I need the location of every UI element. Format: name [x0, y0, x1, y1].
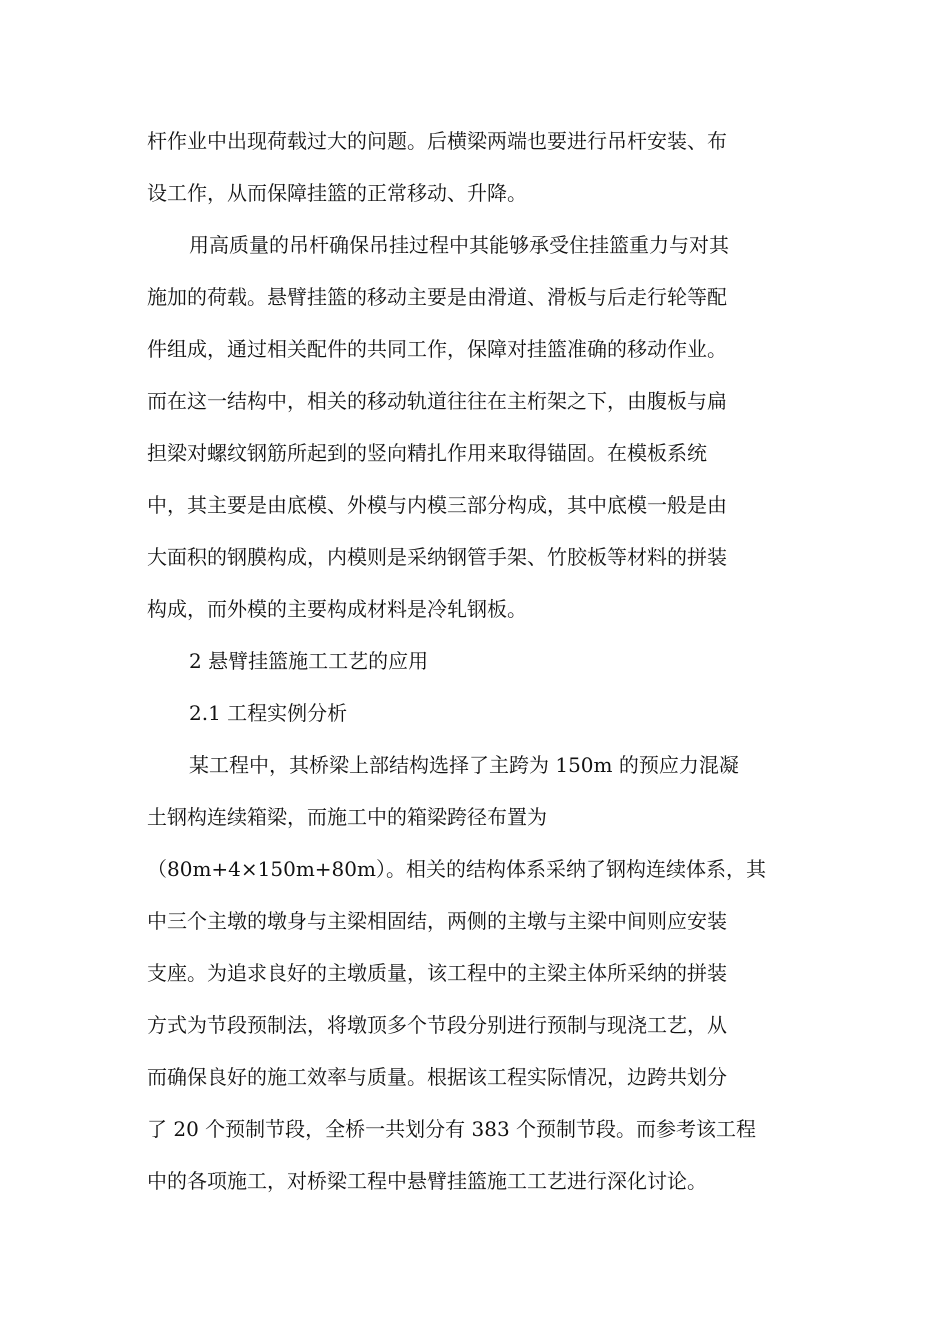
text-line: 大面积的钢膜构成，内模则是采纳钢管手架、竹胶板等材料的拼装 — [147, 545, 727, 569]
paragraph-start-line: 某工程中，其桥梁上部结构选择了主跨为 150m 的预应力混凝 — [189, 753, 739, 777]
text-line: 而在这一结构中，相关的移动轨道往往在主桁架之下，由腹板与扁 — [147, 389, 727, 413]
text-line: 施加的荷载。悬臂挂篮的移动主要是由滑道、滑板与后走行轮等配 — [147, 285, 727, 309]
section-heading: 2 悬臂挂篮施工工艺的应用 — [189, 649, 429, 673]
text-line: 设工作，从而保障挂篮的正常移动、升降。 — [147, 181, 527, 205]
text-line: 担梁对螺纹钢筋所起到的竖向精扎作用来取得锚固。在模板系统 — [147, 441, 707, 465]
text-line: （80m+4×150m+80m）。相关的结构体系采纳了钢构连续体系，其 — [147, 857, 766, 881]
text-line: 方式为节段预制法，将墩顶多个节段分别进行预制与现浇工艺，从 — [147, 1013, 727, 1037]
text-line: 支座。为追求良好的主墩质量，该工程中的主梁主体所采纳的拼装 — [147, 961, 727, 985]
text-line: 中三个主墩的墩身与主梁相固结，两侧的主墩与主梁中间则应安装 — [147, 909, 727, 933]
subsection-heading: 2.1 工程实例分析 — [189, 701, 348, 725]
document-body — [147, 115, 807, 1207]
paragraph-start-line: 用高质量的吊杆确保吊挂过程中其能够承受住挂篮重力与对其 — [189, 233, 729, 257]
text-line: 而确保良好的施工效率与质量。根据该工程实际情况，边跨共划分 — [147, 1065, 727, 1089]
text-line: 杆作业中出现荷载过大的问题。后横梁两端也要进行吊杆安装、布 — [147, 129, 727, 153]
text-line: 中的各项施工，对桥梁工程中悬臂挂篮施工工艺进行深化讨论。 — [147, 1169, 707, 1193]
text-line: 件组成，通过相关配件的共同工作，保障对挂篮准确的移动作业。 — [147, 337, 727, 361]
text-line: 土钢构连续箱梁，而施工中的箱梁跨径布置为 — [147, 805, 547, 829]
text-line: 中，其主要是由底模、外模与内模三部分构成，其中底模一般是由 — [147, 493, 727, 517]
text-line: 构成，而外模的主要构成材料是冷轧钢板。 — [147, 597, 527, 621]
text-line: 了 20 个预制节段，全桥一共划分有 383 个预制节段。而参考该工程 — [147, 1117, 757, 1141]
